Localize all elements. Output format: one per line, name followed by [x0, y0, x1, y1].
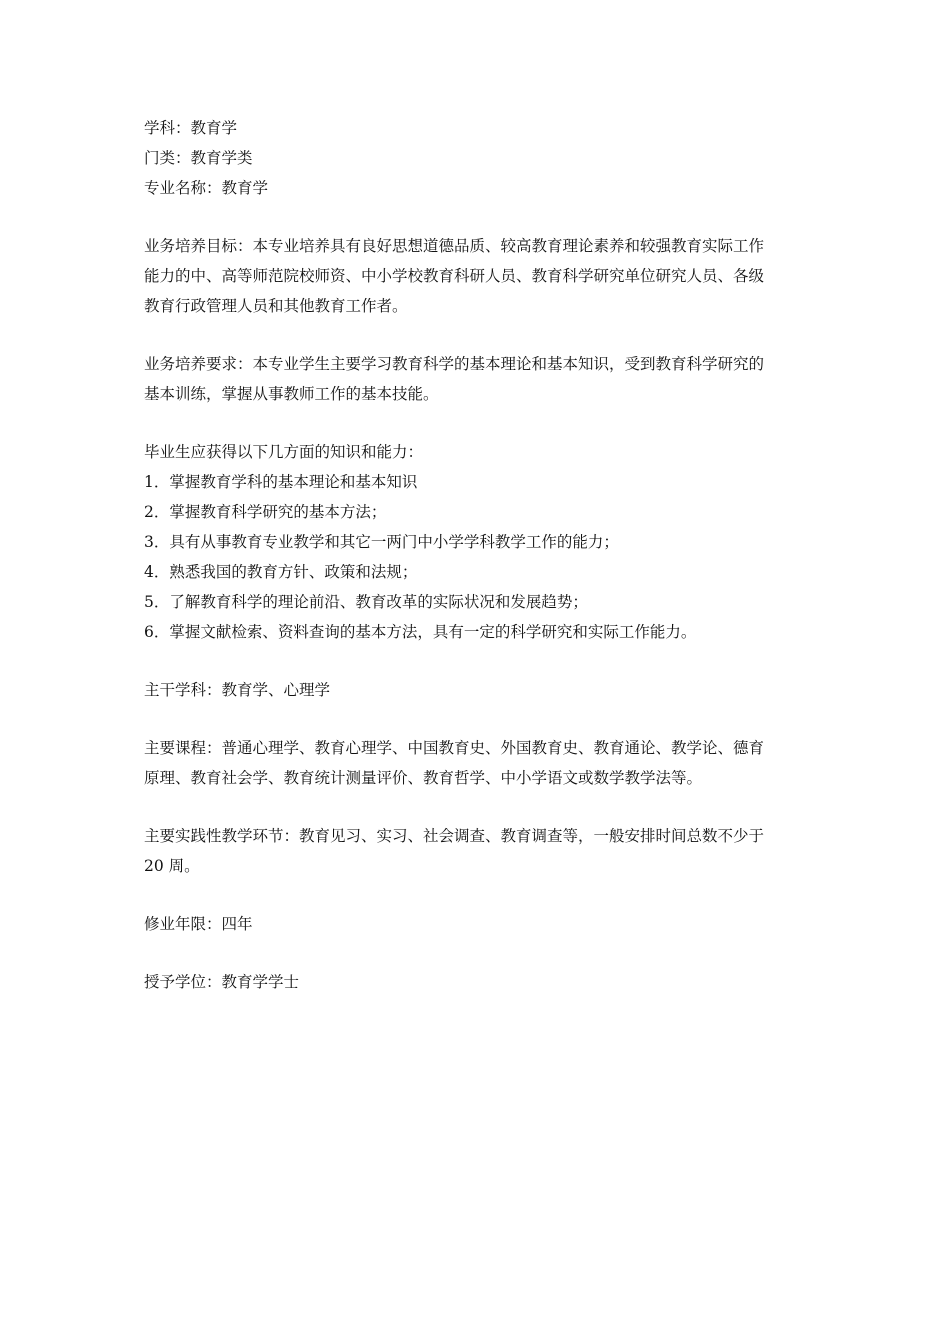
training-goal-line-2: 能力的中、高等师范院校师资、中小学校教育科研人员、教育科学研究单位研究人员、各级	[144, 267, 765, 285]
main-disciplines-line: 主干学科：教育学、心理学	[144, 681, 331, 699]
spacer	[144, 881, 810, 909]
major-name-line: 专业名称：教育学	[144, 179, 269, 197]
spacer	[144, 793, 810, 821]
training-requirement-paragraph	[144, 349, 810, 409]
spacer	[144, 705, 810, 733]
training-goal-line-3: 教育行政管理人员和其他教育工作者。	[144, 297, 408, 315]
training-goal-paragraph	[144, 231, 810, 321]
ability-item-4: 4．熟悉我国的教育方针、政策和法规；	[144, 563, 418, 581]
spacer	[144, 321, 810, 349]
ability-item-1: 1．掌握教育学科的基本理论和基本知识	[144, 473, 418, 491]
practice-paragraph	[144, 821, 810, 881]
training-requirement-line-2: 基本训练，掌握从事教师工作的基本技能。	[144, 385, 439, 403]
ability-item-2: 2．掌握教育科学研究的基本方法；	[144, 503, 387, 521]
abilities-section	[144, 437, 810, 647]
training-requirement-line-1: 业务培养要求：本专业学生主要学习教育科学的基本理论和基本知识，受到教育科学研究的	[144, 355, 765, 373]
courses-line-1: 主要课程：普通心理学、教育心理学、中国教育史、外国教育史、教育通论、教学论、德育	[144, 739, 765, 757]
ability-item-6: 6．掌握文献检索、资料查询的基本方法，具有一定的科学研究和实际工作能力。	[144, 623, 697, 641]
spacer	[144, 409, 810, 437]
duration-line: 修业年限：四年	[144, 915, 253, 933]
training-goal-line-1: 业务培养目标：本专业培养具有良好思想道德品质、较高教育理论素养和较强教育实际工作	[144, 237, 765, 255]
spacer	[144, 203, 810, 231]
ability-item-3: 3．具有从事教育专业教学和其它一两门中小学学科教学工作的能力；	[144, 533, 619, 551]
spacer	[144, 647, 810, 675]
spacer	[144, 939, 810, 967]
courses-paragraph	[144, 733, 810, 793]
document-body	[144, 113, 810, 997]
degree-line: 授予学位：教育学学士	[144, 973, 300, 991]
category-line: 门类：教育学类	[144, 149, 253, 167]
subject-line: 学科：教育学	[144, 119, 238, 137]
practice-line-2: 20 周。	[144, 857, 200, 875]
ability-item-5: 5．了解教育科学的理论前沿、教育改革的实际状况和发展趋势；	[144, 593, 588, 611]
courses-line-2: 原理、教育社会学、教育统计测量评价、教育哲学、中小学语文或数学教学法等。	[144, 769, 703, 787]
abilities-intro: 毕业生应获得以下几方面的知识和能力：	[144, 443, 424, 461]
practice-line-1: 主要实践性教学环节：教育见习、实习、社会调查、教育调查等，一般安排时间总数不少于	[144, 827, 765, 845]
